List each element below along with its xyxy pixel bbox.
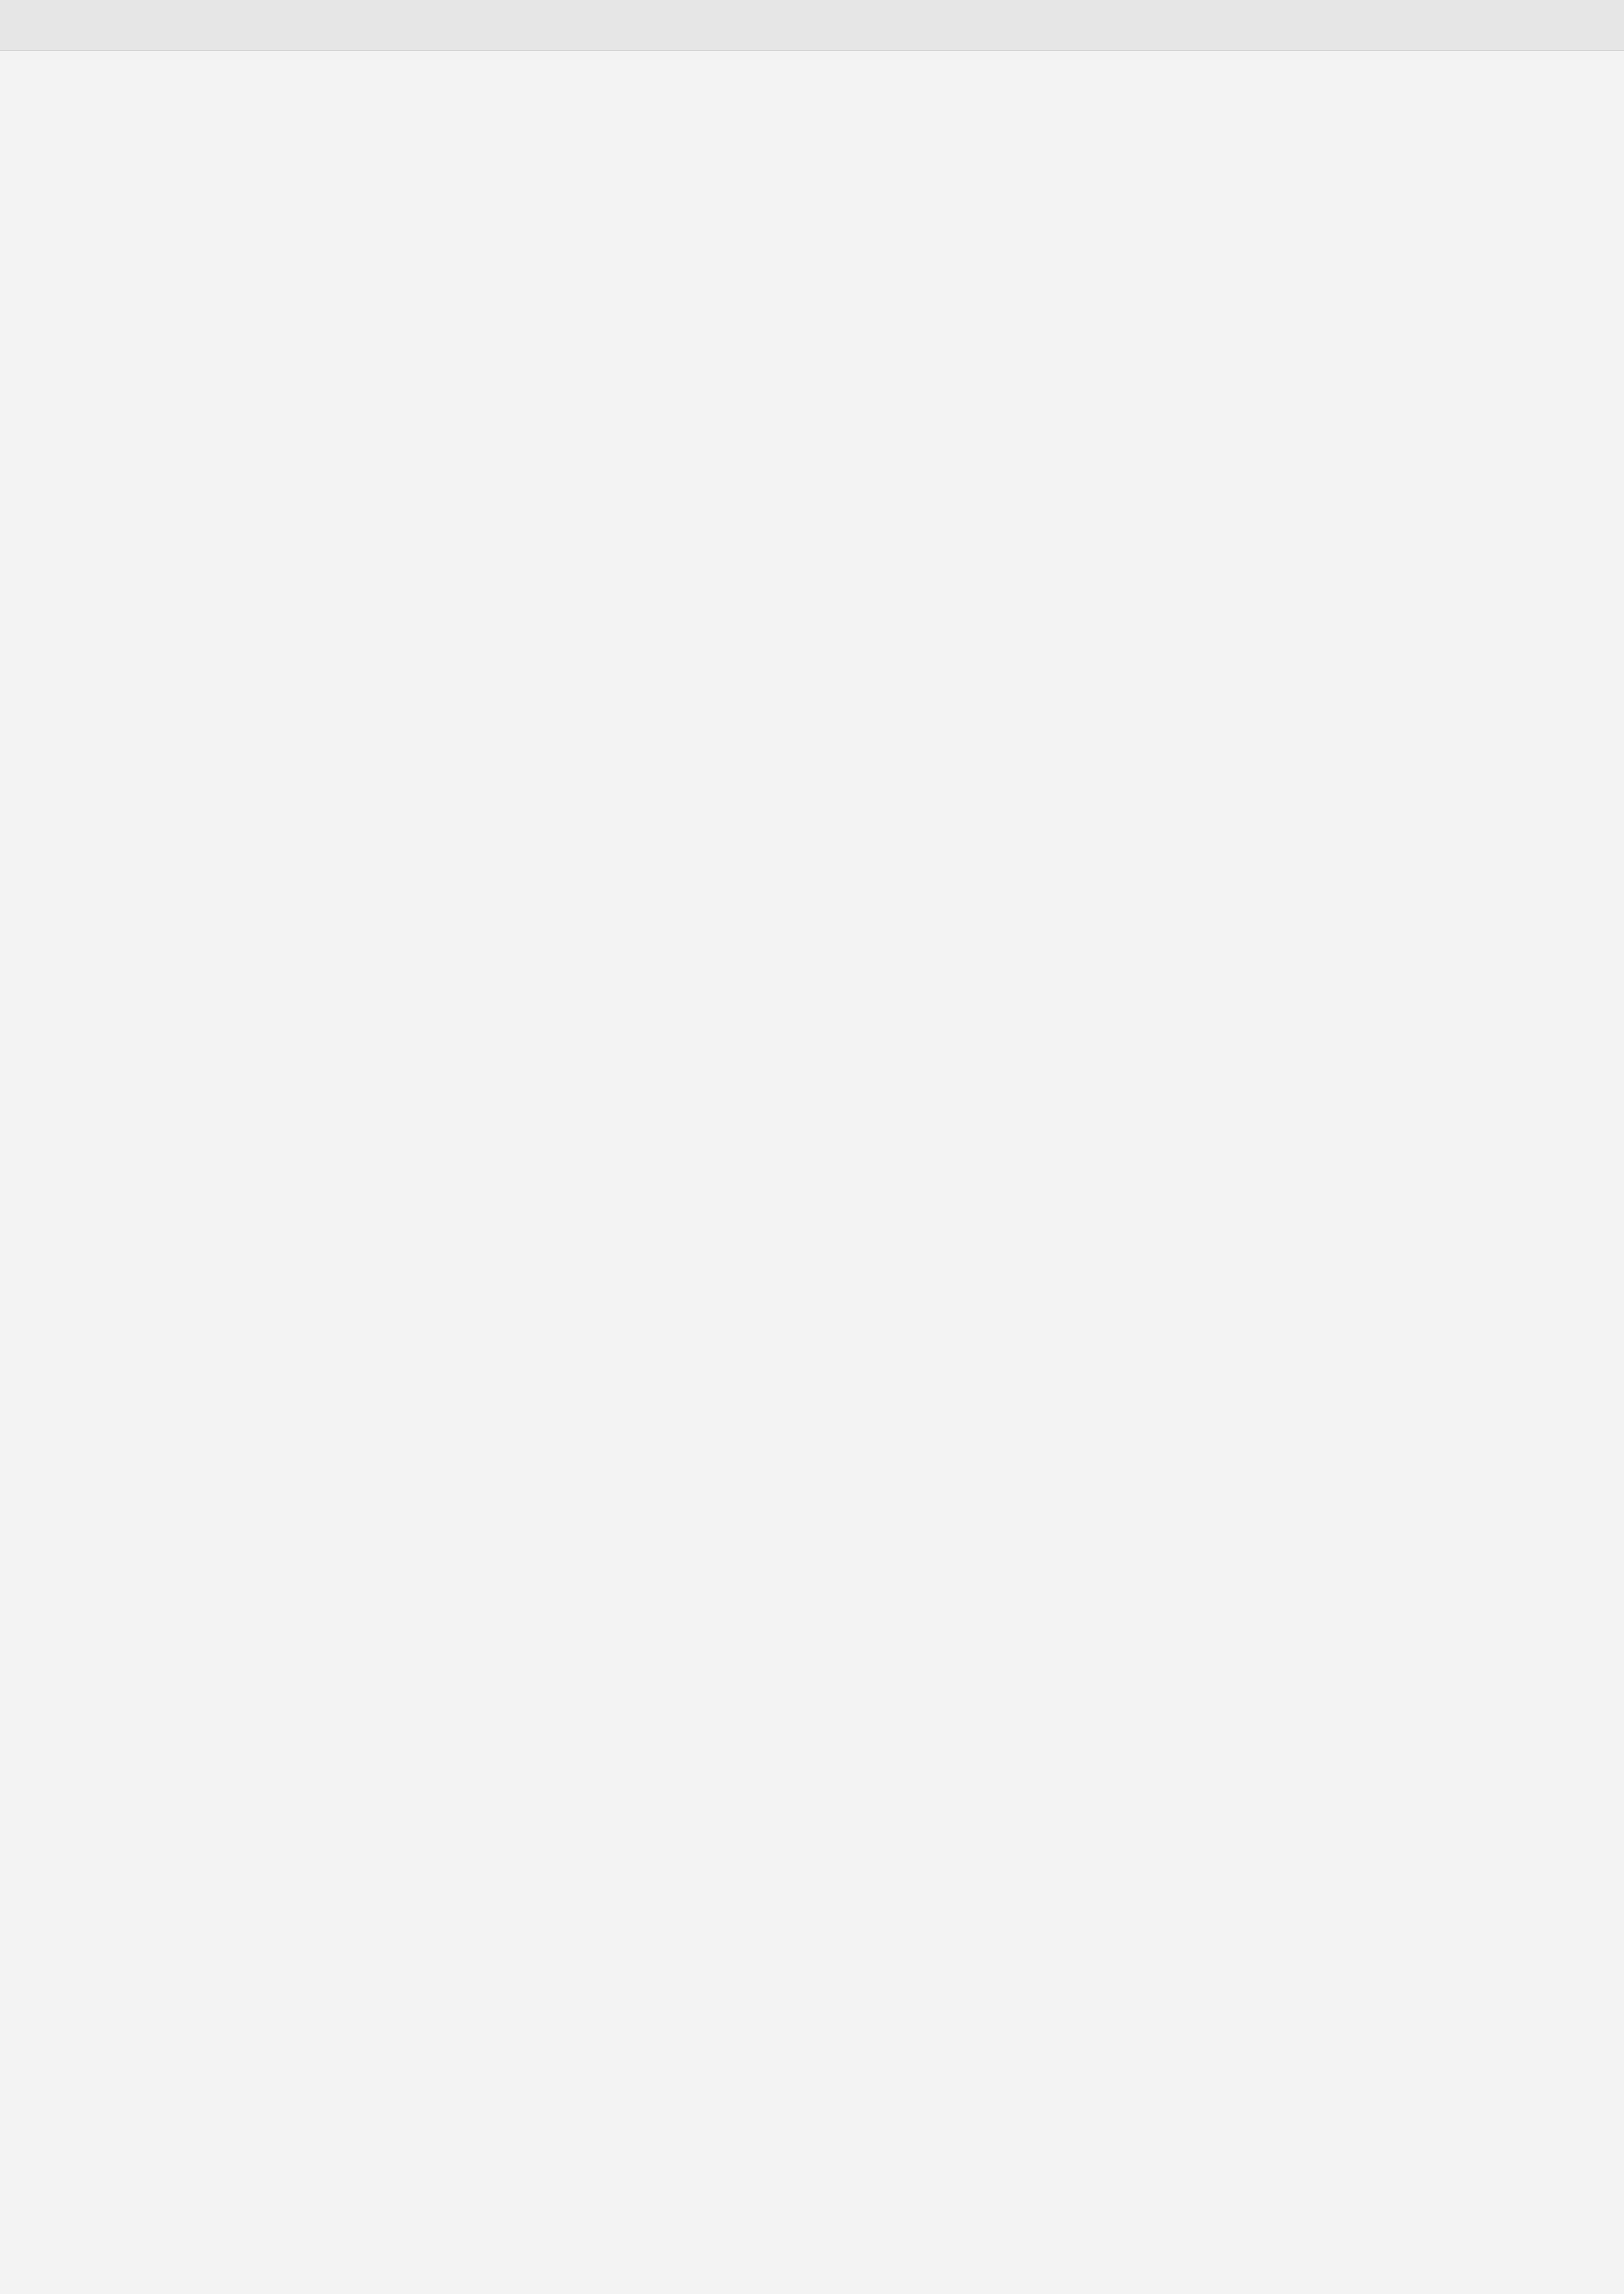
title-bar — [0, 0, 1624, 51]
main-content — [0, 51, 1624, 2294]
